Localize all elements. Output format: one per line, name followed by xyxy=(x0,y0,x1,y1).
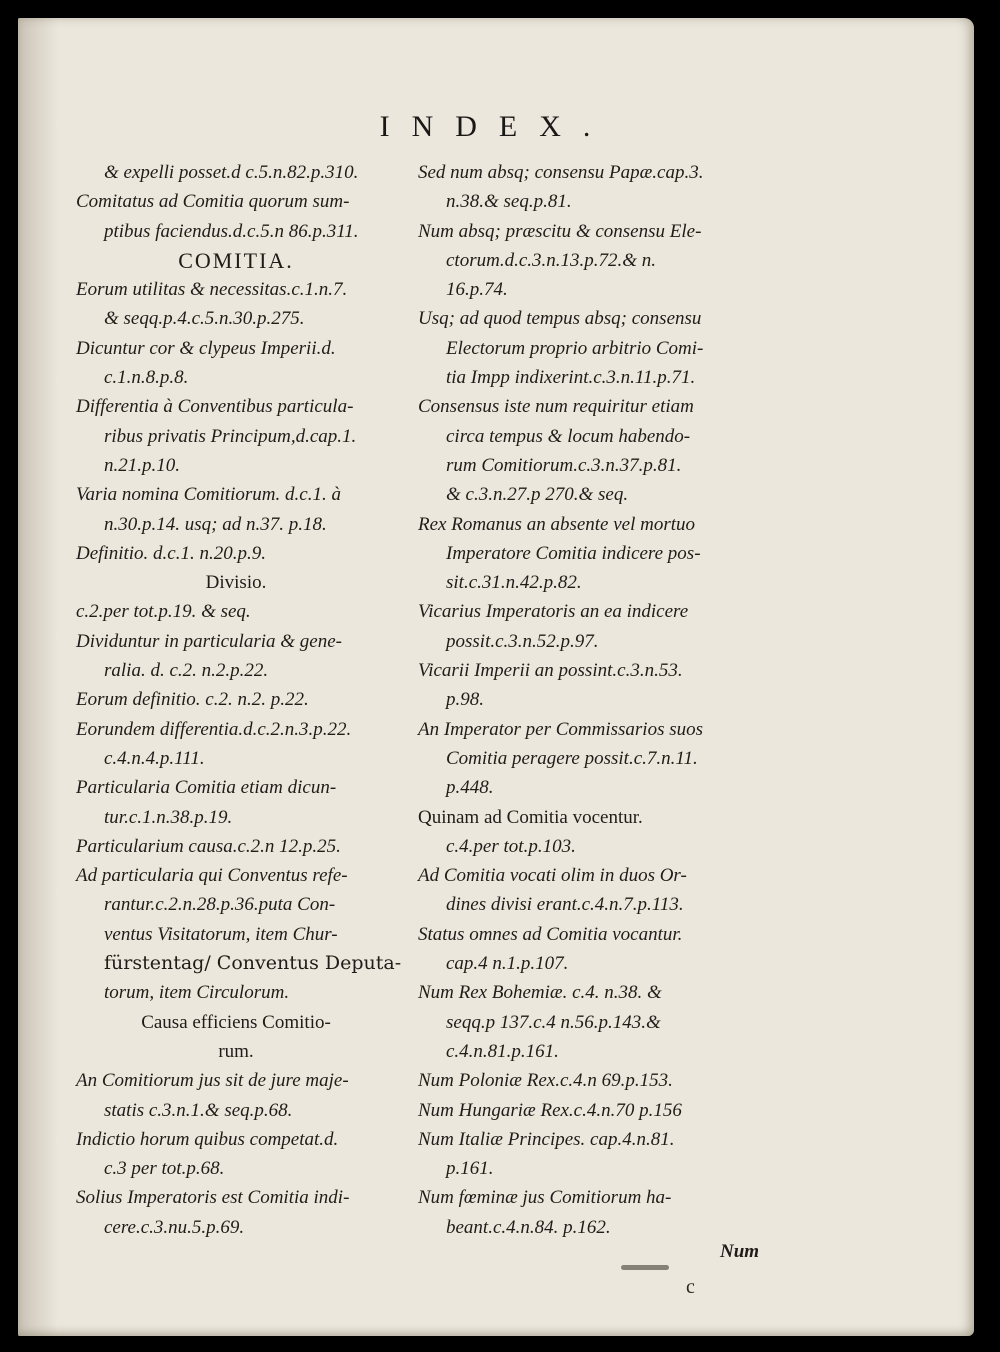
index-entry-line: c.3 per tot.p.68. xyxy=(104,1158,225,1180)
ink-smudge xyxy=(621,1265,669,1270)
index-entry-line: Num Poloniæ Rex.c.4.n 69.p.153. xyxy=(418,1070,673,1092)
index-entry-line: Dicuntur cor & clypeus Imperii.d. xyxy=(76,337,336,359)
index-entry-line: ventus Visitatorum, item Chur- xyxy=(104,923,338,945)
index-entry-line: c.1.n.8.p.8. xyxy=(104,367,189,389)
index-entry-line: ctorum.d.c.3.n.13.p.72.& n. xyxy=(446,249,657,271)
index-entry-line: p.448. xyxy=(446,777,494,799)
index-entry-line: Vicarii Imperii an possint.c.3.n.53. xyxy=(418,660,683,682)
index-entry-line: p.161. xyxy=(446,1158,494,1180)
index-entry-line: 16.p.74. xyxy=(446,279,508,301)
index-entry-line: ptibus faciendus.d.c.5.n 86.p.311. xyxy=(104,220,359,242)
index-entry-line: fürstentag/ Conventus Deputa- xyxy=(104,952,402,975)
index-entry-line: Comitatus ad Comitia quorum sum- xyxy=(76,191,350,213)
index-entry-line: Quinam ad Comitia vocentur. xyxy=(418,806,643,828)
right-column xyxy=(418,158,808,1242)
book-page xyxy=(18,18,974,1336)
index-entry-line: Indictio horum quibus competat.d. xyxy=(76,1128,339,1150)
index-entry-line: Num absq; præscitu & consensu Ele- xyxy=(418,220,702,242)
index-entry-line: ribus privatis Principum,d.cap.1. xyxy=(104,425,357,447)
index-entry-line: Comitia peragere possit.c.7.n.11. xyxy=(446,747,698,769)
index-entry-line: An Comitiorum jus sit de jure maje- xyxy=(76,1070,349,1092)
index-entry-line: tia Impp indixerint.c.3.n.11.p.71. xyxy=(446,367,696,389)
index-entry-line: Dividuntur in particularia & gene- xyxy=(76,630,342,652)
index-entry-line: tur.c.1.n.38.p.19. xyxy=(104,806,233,828)
index-entry-line: cap.4 n.1.p.107. xyxy=(446,953,569,975)
index-entry-line: n.38.& seq.p.81. xyxy=(446,191,572,213)
index-entry-line: & c.3.n.27.p 270.& seq. xyxy=(446,484,629,506)
index-entry-line: c.4.n.81.p.161. xyxy=(446,1040,559,1062)
index-entry-line: possit.c.3.n.52.p.97. xyxy=(446,630,599,652)
index-entry-line: Rex Romanus an absente vel mortuo xyxy=(418,513,696,535)
index-entry-line: Definitio. d.c.1. n.20.p.9. xyxy=(76,542,266,564)
index-entry-line: Num Hungariæ Rex.c.4.n.70 p.156 xyxy=(418,1099,682,1121)
index-entry-line: beant.c.4.n.84. p.162. xyxy=(446,1216,611,1238)
index-entry-line: Imperatore Comitia indicere pos- xyxy=(446,542,701,564)
index-entry-line: p.98. xyxy=(446,689,484,711)
index-entry-line: c.4.n.4.p.111. xyxy=(104,747,205,769)
index-entry-line: Particularium causa.c.2.n 12.p.25. xyxy=(76,835,341,857)
index-entry-line: rum Comitiorum.c.3.n.37.p.81. xyxy=(446,454,682,476)
index-entry-line: Electorum proprio arbitrio Comi- xyxy=(446,337,704,359)
index-entry-line: Ad Comitia vocati olim in duos Or- xyxy=(418,865,687,887)
index-entry-line: Causa efficiens Comitio- xyxy=(141,1011,331,1033)
index-entry-line: rum. xyxy=(218,1040,254,1062)
index-entry-line: c.2.per tot.p.19. & seq. xyxy=(76,601,251,623)
index-entry-line: Usq; ad quod tempus absq; consensu xyxy=(418,308,702,330)
index-entry-line: n.21.p.10. xyxy=(104,454,180,476)
page-title: INDEX. xyxy=(379,110,613,143)
index-entry-line: Num Rex Bohemiæ. c.4. n.38. & xyxy=(418,982,662,1004)
index-entry-line: Solius Imperatoris est Comitia indi- xyxy=(76,1187,350,1209)
index-entry-line: An Imperator per Commissarios suos xyxy=(418,718,704,740)
left-column xyxy=(76,158,476,1242)
index-entry-line: & seqq.p.4.c.5.n.30.p.275. xyxy=(104,308,305,330)
index-entry-line: rantur.c.2.n.28.p.36.puta Con- xyxy=(104,894,336,916)
index-entry-line: Num Italiæ Principes. cap.4.n.81. xyxy=(418,1128,675,1150)
catchword: Num xyxy=(720,1241,760,1262)
signature-mark: c xyxy=(686,1276,695,1298)
index-entry-line: Varia nomina Comitiorum. d.c.1. à xyxy=(76,484,341,506)
index-entry-line: Differentia à Conventibus particula- xyxy=(76,396,354,418)
index-entry-line: Consensus iste num requiritur etiam xyxy=(418,396,694,418)
index-entry-line: Vicarius Imperatoris an ea indicere xyxy=(418,601,689,623)
index-entry-line: Ad particularia qui Conventus refe- xyxy=(76,865,348,887)
index-entry-line: dines divisi erant.c.4.n.7.p.113. xyxy=(446,894,684,916)
index-entry-line: & expelli posset.d c.5.n.82.p.310. xyxy=(104,162,359,183)
index-entry-line: seqq.p 137.c.4 n.56.p.143.& xyxy=(446,1011,661,1033)
index-entry-line: Sed num absq; consensu Papæ.cap.3. xyxy=(418,162,704,183)
index-entry-line: Num fœminæ jus Comitiorum ha- xyxy=(418,1187,672,1209)
index-entry-line: Divisio. xyxy=(205,572,267,594)
index-entry-line: statis c.3.n.1.& seq.p.68. xyxy=(104,1099,293,1121)
index-entry-line: circa tempus & locum habendo- xyxy=(446,425,691,447)
index-entry-line: Eorum utilitas & necessitas.c.1.n.7. xyxy=(76,279,348,301)
index-entry-line: Eorum definitio. c.2. n.2. p.22. xyxy=(76,689,309,711)
index-entry-line: ralia. d. c.2. n.2.p.22. xyxy=(104,660,269,682)
index-entry-line: Eorundem differentia.d.c.2.n.3.p.22. xyxy=(76,718,352,740)
index-entry-line: Particularia Comitia etiam dicun- xyxy=(76,777,337,799)
index-entry-line: cere.c.3.nu.5.p.69. xyxy=(104,1216,245,1238)
index-entry-line: n.30.p.14. usq; ad n.37. p.18. xyxy=(104,513,327,535)
index-entry-line: sit.c.31.n.42.p.82. xyxy=(446,572,582,594)
index-entry-line: Status omnes ad Comitia vocantur. xyxy=(418,923,683,945)
index-entry-line: torum, item Circulorum. xyxy=(104,982,290,1004)
index-entry-line: c.4.per tot.p.103. xyxy=(446,835,576,857)
index-entry-line: COMITIA. xyxy=(178,247,294,273)
